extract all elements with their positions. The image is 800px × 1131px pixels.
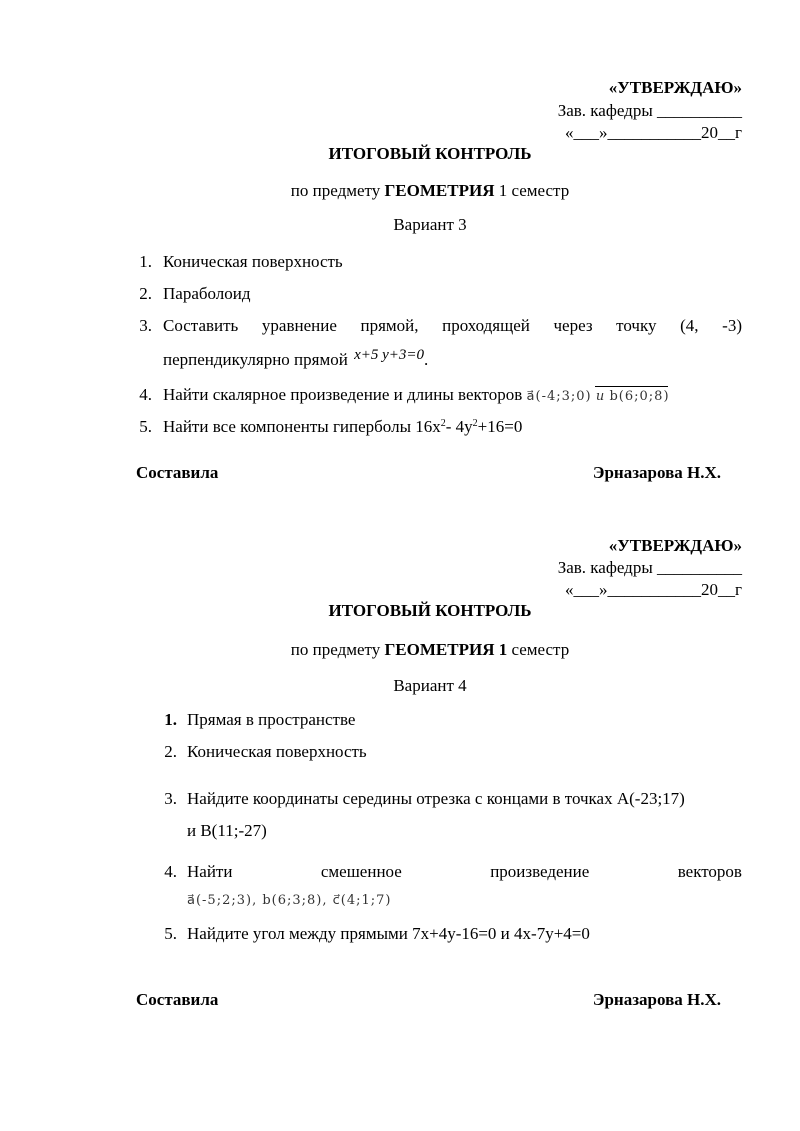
subject-line xyxy=(30,640,800,660)
item-text-line xyxy=(163,385,670,405)
word: векторов xyxy=(677,862,742,881)
item-number: 3. xyxy=(139,316,152,335)
item-text: Найти все компоненты гиперболы 16x xyxy=(163,417,441,436)
exponent: 2 xyxy=(472,418,478,429)
item-text-line2 xyxy=(163,347,429,370)
word: Составить xyxy=(163,316,239,335)
word: Найти xyxy=(187,862,233,881)
word: уравнение xyxy=(261,316,337,335)
item-text: Коническая поверхность xyxy=(187,742,367,761)
item-text: Коническая поверхность xyxy=(163,252,343,271)
item-number: 4. xyxy=(139,385,152,404)
item-text: - 4y xyxy=(445,417,473,436)
author-name: Эрназарова Н.Х. xyxy=(592,463,721,482)
head-of-department-line: Зав. кафедры __________ xyxy=(557,558,742,577)
head-of-department-line: Зав. кафедры __________ xyxy=(557,101,742,120)
compiled-by-label: Составила xyxy=(136,463,219,482)
subject-line xyxy=(30,181,800,201)
word: смешенное xyxy=(320,862,402,881)
item-text: Прямая в пространстве xyxy=(187,710,356,729)
item-text-line2: и В(11;-27) xyxy=(187,821,267,840)
item-number: 4. xyxy=(164,862,177,881)
vector-list: a⃗(-5;2;3), b(6;3;8), c⃗(4;1;7) xyxy=(187,893,392,908)
vector-b: b(6;0;8) xyxy=(609,389,670,404)
item-text: +16=0 xyxy=(477,417,523,436)
page-title: ИТОГОВЫЙ КОНТРОЛЬ xyxy=(328,601,532,620)
item-text: Найдите координаты середины отрезка с концами в точках А(-23;17) xyxy=(187,789,685,808)
item-text: Найти скалярное произведение и длины векторов xyxy=(163,385,523,404)
exponent: 2 xyxy=(440,418,446,429)
item-text: перпендикулярно прямой xyxy=(163,350,348,369)
item-text-justified xyxy=(163,316,742,336)
variant-label: Вариант 4 xyxy=(393,676,467,695)
author-name: Эрназарова Н.Х. xyxy=(592,990,721,1009)
word: произведение xyxy=(490,862,590,881)
date-line: «___»___________20__г xyxy=(565,580,742,599)
conjunction: u xyxy=(595,389,606,404)
word: точку xyxy=(616,316,657,335)
item-text-justified xyxy=(187,862,742,882)
item-number: 5. xyxy=(139,417,152,436)
subject-name: ГЕОМЕТРИЯ xyxy=(384,181,495,200)
subject-suffix: 1 семестр xyxy=(494,181,570,200)
word: -3) xyxy=(722,316,742,335)
word: через xyxy=(553,316,593,335)
item-number: 2. xyxy=(164,742,177,761)
item-text: Найдите угол между прямыми 7x+4y-16=0 и 4x-7y+4=0 xyxy=(187,924,590,943)
date-line: «___»___________20__г xyxy=(565,123,742,142)
variant-label: Вариант 3 xyxy=(393,215,467,234)
subject-suffix: семестр xyxy=(507,640,570,659)
subject-name: ГЕОМЕТРИЯ 1 xyxy=(384,640,508,659)
line-equation: x+5 y+3=0 xyxy=(354,347,425,363)
approve-stamp: «УТВЕРЖДАЮ» xyxy=(608,536,742,555)
period: . xyxy=(424,350,429,369)
subject-prefix: по предмету xyxy=(290,181,385,200)
item-number: 2. xyxy=(139,284,152,303)
subject-prefix: по предмету xyxy=(290,640,385,659)
approve-stamp: «УТВЕРЖДАЮ» xyxy=(608,78,742,97)
item-number: 1. xyxy=(139,252,152,271)
item-number: 1. xyxy=(164,710,177,729)
word: (4, xyxy=(680,316,699,335)
item-number: 3. xyxy=(164,789,177,808)
compiled-by-label: Составила xyxy=(136,990,219,1009)
item-text-line xyxy=(163,417,522,437)
word: проходящей xyxy=(442,316,530,335)
item-number: 5. xyxy=(164,924,177,943)
item-text: Параболоид xyxy=(163,284,251,303)
page-title: ИТОГОВЫЙ КОНТРОЛЬ xyxy=(328,144,532,163)
word: прямой, xyxy=(360,316,419,335)
vector-a: a⃗(-4;3;0) xyxy=(526,389,592,404)
